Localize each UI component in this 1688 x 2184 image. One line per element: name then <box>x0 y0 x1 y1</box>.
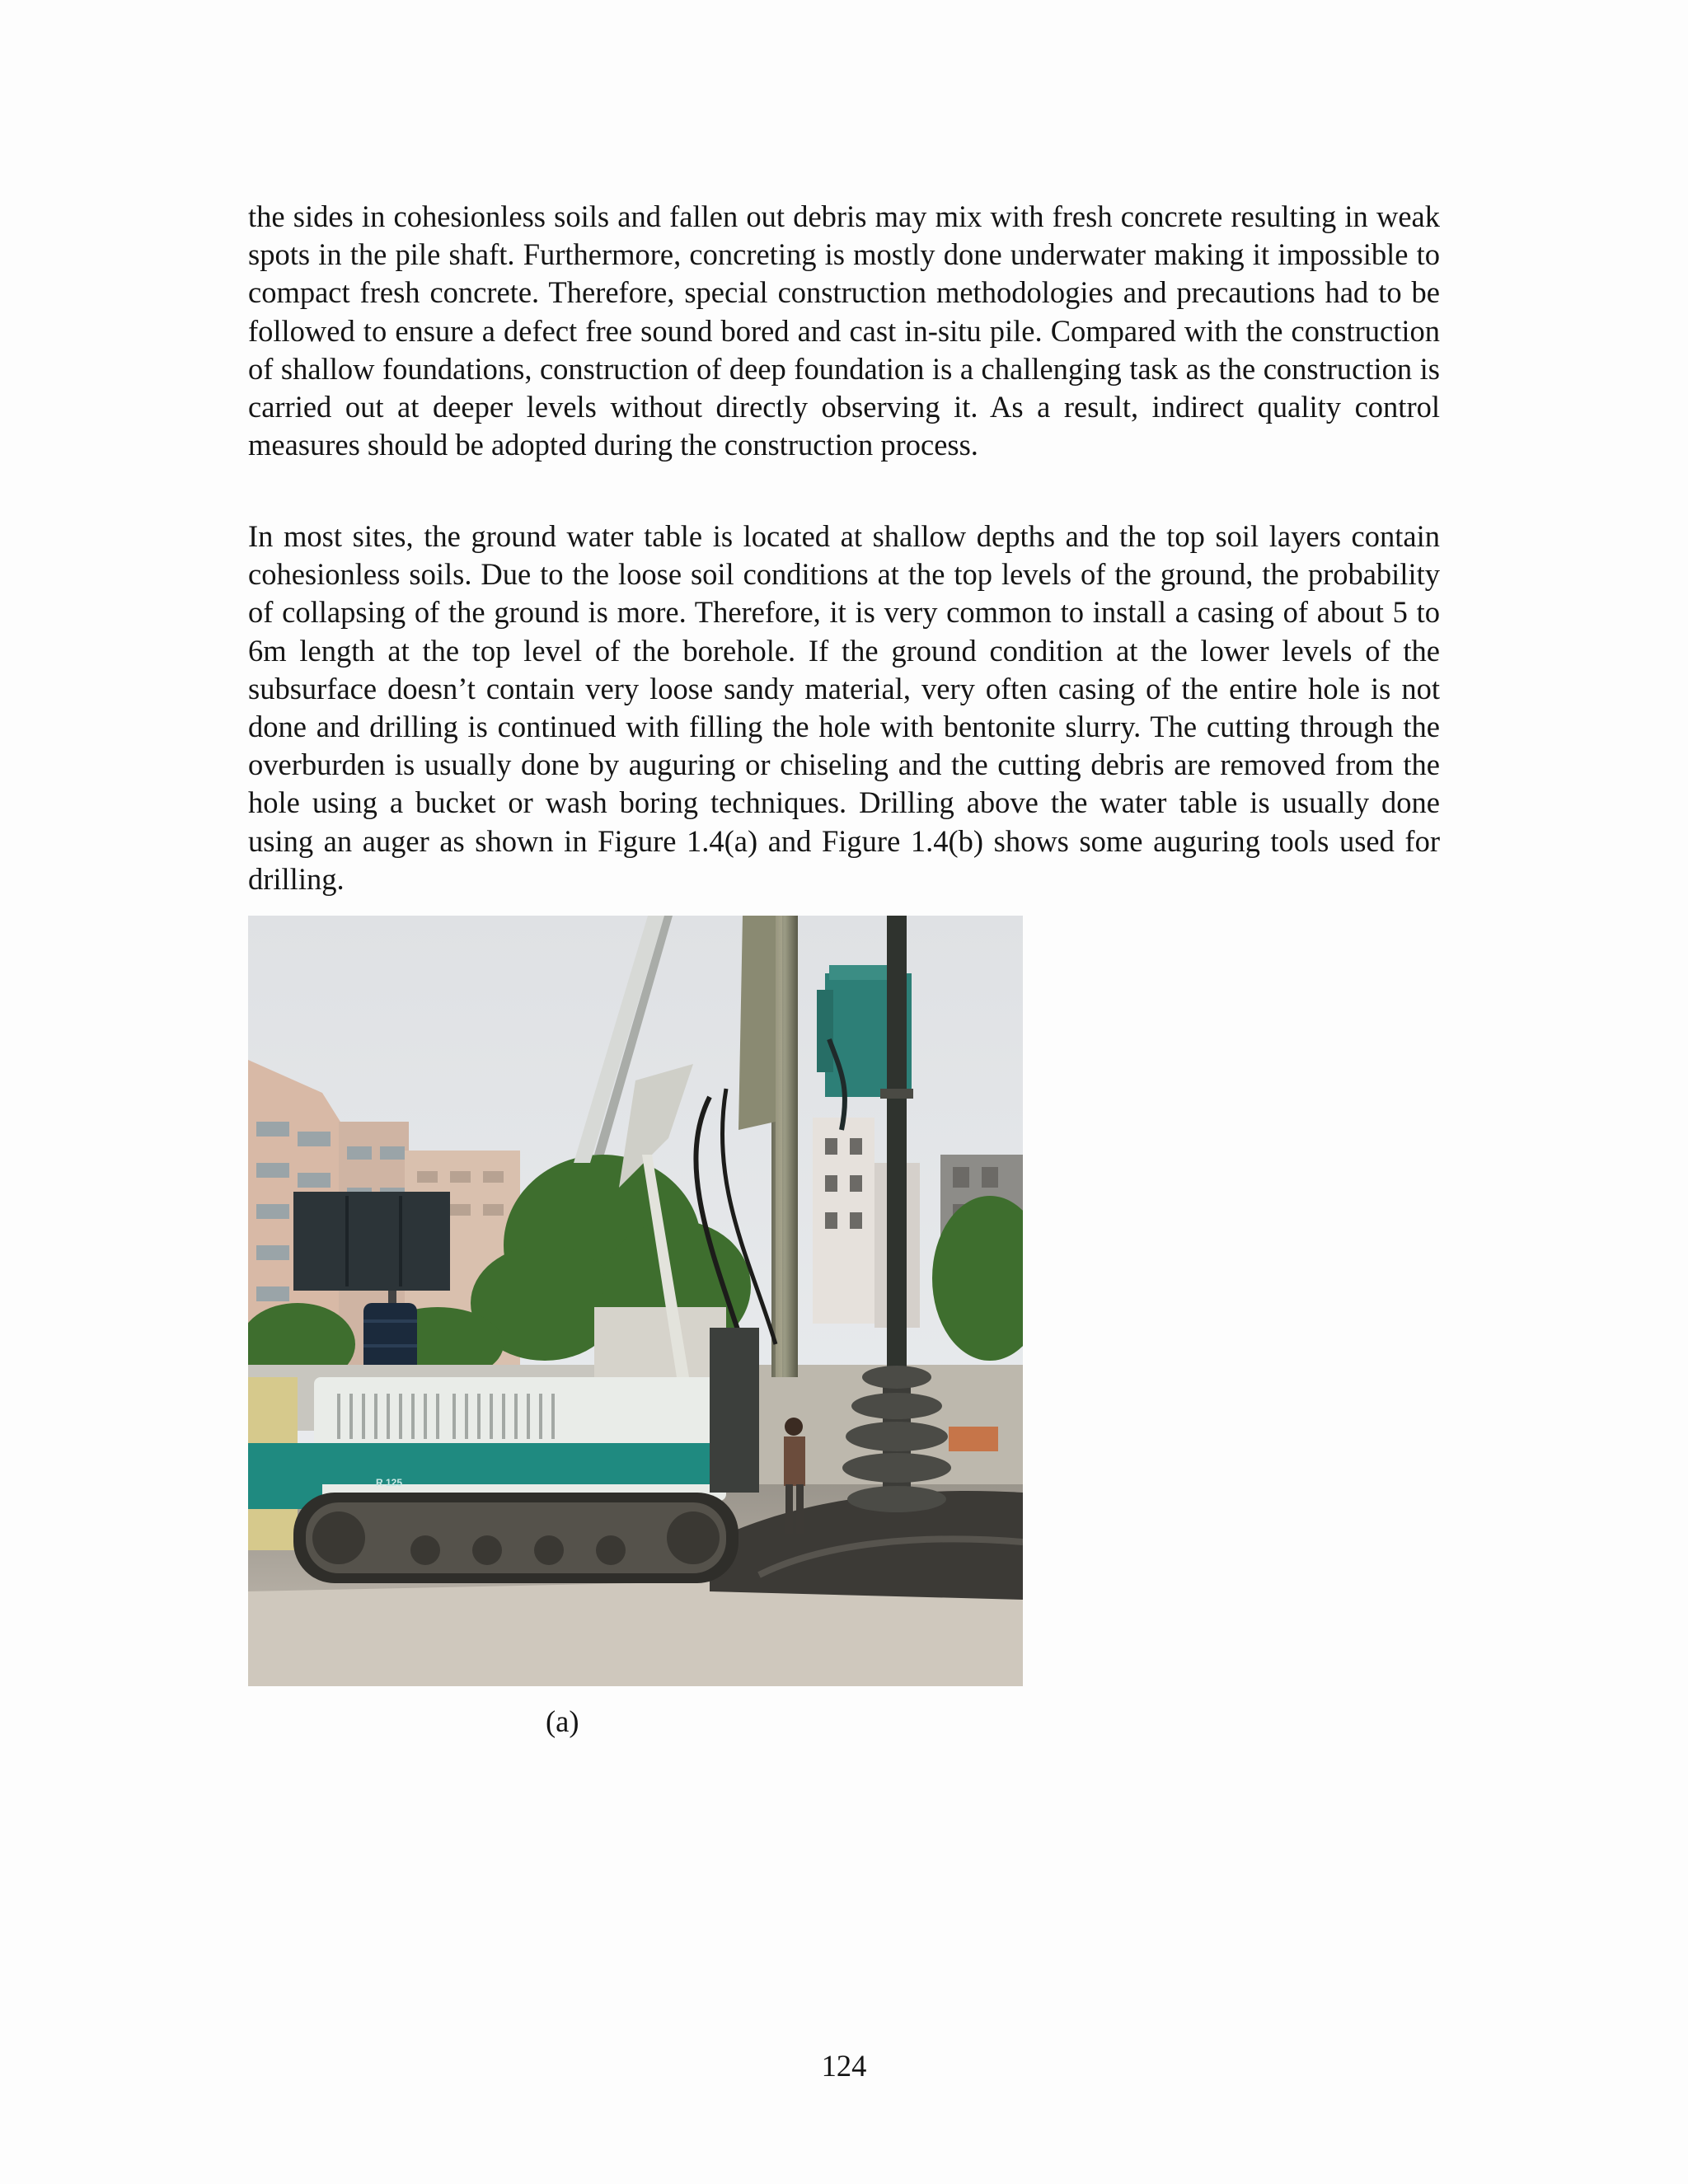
rig-model-marking: R 125 <box>376 1477 403 1488</box>
drilling-rig-illustration <box>248 916 1023 1686</box>
body-paragraph-1: the sides in cohesionless soils and fallen out debris may mix with fresh concrete resulting in weak spots in the pile shaft. Furthermore, concreting is mostly done underwater making it impossible to compact fresh concrete. Therefore, special construction methodologies and precautions had to be followed to ensure a defect free sound bored and cast in-situ pile. Compared with the construction of shallow foundations, construction of deep foundation is a challenging task as the construction is carried out at deeper levels without directly observing it. As a result, indirect quality control measures should be adopted during the construction process. <box>248 199 1440 462</box>
crawler-tracks <box>293 1493 738 1583</box>
figure-caption: (a) <box>546 1704 579 1738</box>
body-paragraph-2: In most sites, the ground water table is located at shallow depths and the top soil layers contain cohesionless soils. Due to the loose soil conditions at the top levels of the ground, the probability of collapsing of the ground is more. Therefore, it is very common to install a casing of about 5 to 6m length at the top level of the borehole. If the ground condition at the lower levels of the subsurface doesn’t contain very loose sandy material, very often casing of the entire hole is not done and drilling is continued with filling the hole with bentonite slurry. The cutting through the overburden is usually done by auguring or chiseling and the cutting debris are removed from the hole using a bucket or wash boring techniques. Drilling above the water table is usually done using an auger as shown in Figure 1.4(a) and Figure 1.4(b) shows some auguring tools used for drilling. <box>248 519 1440 896</box>
page-number: 124 <box>821 2049 867 2083</box>
figure-drilling-rig-photo <box>248 916 1023 1686</box>
